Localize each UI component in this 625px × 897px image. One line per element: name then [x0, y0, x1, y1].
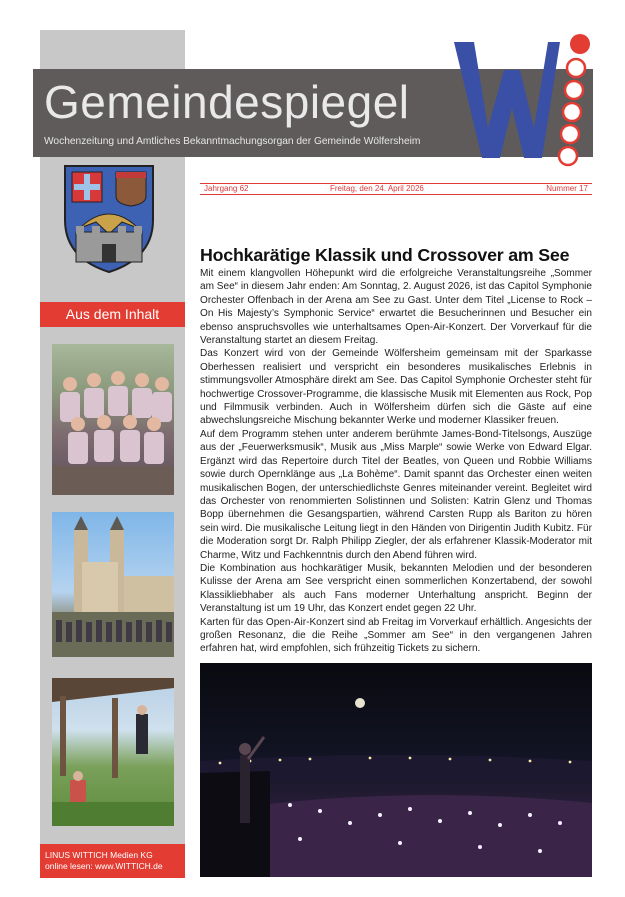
- publisher-footer: [40, 844, 185, 878]
- basilica-photo[interactable]: [52, 512, 174, 657]
- issue-date: Freitag, den 24. April 2026: [330, 184, 424, 193]
- group-photo-figures: [52, 344, 174, 495]
- article-paragraph: Karten für das Open-Air-Konzert sind ab Freitag im Vorverkauf erhältlich. Angesichts der großen Resonanz, die die Reihe „Sommer am See“ in den vergangenen Jahren erfahren hat, wird empfohlen, sich frühzeitig Tickets zu sichern.: [200, 616, 593, 655]
- concert-photo-scene: [200, 663, 592, 877]
- article-headline: Hochkarätige Klassik und Crossover am See: [200, 245, 570, 265]
- issue-volume: Jahrgang 62: [204, 184, 249, 193]
- publisher-online-link[interactable]: online lesen: www.WITTICH.de: [45, 861, 163, 871]
- newspaper-title: Gemeindespiegel: [44, 76, 410, 128]
- article-body: [200, 267, 592, 656]
- issue-info-bar: [200, 183, 592, 195]
- basilica-photo-building: [52, 512, 174, 657]
- article-paragraph: Das Konzert wird von der Gemeinde Wölfersheim gemeinsam mit der Sparkasse Oberhessen realisiert und verspricht ein besonderes musikalisches Erlebnis in stimmungsvoller Atmosphäre direkt am See. Das Capitol Symphonie Orchester steht für hochwertige Crossover-Programme, die klassische Musik mit Elementen aus Rock, Pop und Filmmusik verbinden. Auch in Wölfersheim dürfen sich die Gäste auf eine abwechslungsreiche Mischung bekannter Werke und moderner Klassiker freuen.: [200, 348, 592, 427]
- wittich-w-logo: [448, 30, 598, 170]
- contents-heading: Aus dem Inhalt: [40, 302, 185, 327]
- garden-photo-scene: [52, 678, 174, 826]
- coat-of-arms-icon: [62, 162, 156, 276]
- article-paragraph: Mit einem klangvollen Höhepunkt wird die erfolgreiche Veranstaltungsreihe „Sommer am See“ in diesem Jahr enden: Am Sonntag, 2. August 2026, ist das Capitol Symphonie Orchester Offenbach in der Arena am See zu Gast. Unter dem Titel „License to Rock – On His Majesty’s Symphonic Service“ erwartet die Besucherinnen und Besucher ein ebenso anspruchsvolles wie unterhaltsames Open-Air-Konzert. Der Vorverkauf für die Veranstaltung startet an diesem Freitag.: [200, 268, 592, 347]
- publisher-name: LINUS WITTICH Medien KG: [45, 850, 153, 860]
- article-paragraph: Auf dem Programm stehen unter anderem berühmte James-Bond-Titelsongs, Auszüge aus der „Feuerwerksmusik“, Musik aus „Miss Marple“ sowie Werke von Edward Elgar. Ergänzt wird das Repertoire durch Titel der Beatles, von Queen und Robbie Williams sowie durch Opernklänge aus „La Bohème“. Damit spannt das Orchester einen weiten musikalischen Bogen, der unterschiedlichste Genres miteinander vereint. Begleitet wird das Orchester von renommierten Solistinnen und Solisten: Katrin Glenz und Thomas Bopp übernehmen die Gesangspartien, während Carsten Rupp als Bariton zu hören sein wird. Die musikalische Leitung liegt in den Händen von Dirigentin Judith Kubitz. Für die Moderation sorgt Dr. Ralph Philipp Ziegler, der als erfahrener Klassik-Moderator mit Charme, Witz und Fachkenntnis durch den Abend führen wird.: [200, 428, 592, 561]
- newspaper-subtitle: Wochenzeitung und Amtliches Bekanntmachungsorgan der Gemeinde Wölfersheim: [44, 136, 421, 147]
- group-photo[interactable]: [52, 344, 174, 495]
- issue-number: Nummer 17: [546, 184, 588, 193]
- garden-photo[interactable]: [52, 678, 174, 826]
- article-paragraph: Die Kombination aus hochkarätiger Musik, bekannten Melodien und der besonderen Kulisse der Arena am See verspricht einen sommerlichen Konzertabend, der sowohl Klassikliebhaber als auch Fans moderner Unterhaltung anspricht. Beginn der Veranstaltung ist um 19 Uhr, das Konzert endet gegen 22 Uhr.: [200, 562, 592, 615]
- concert-photo[interactable]: [200, 663, 592, 877]
